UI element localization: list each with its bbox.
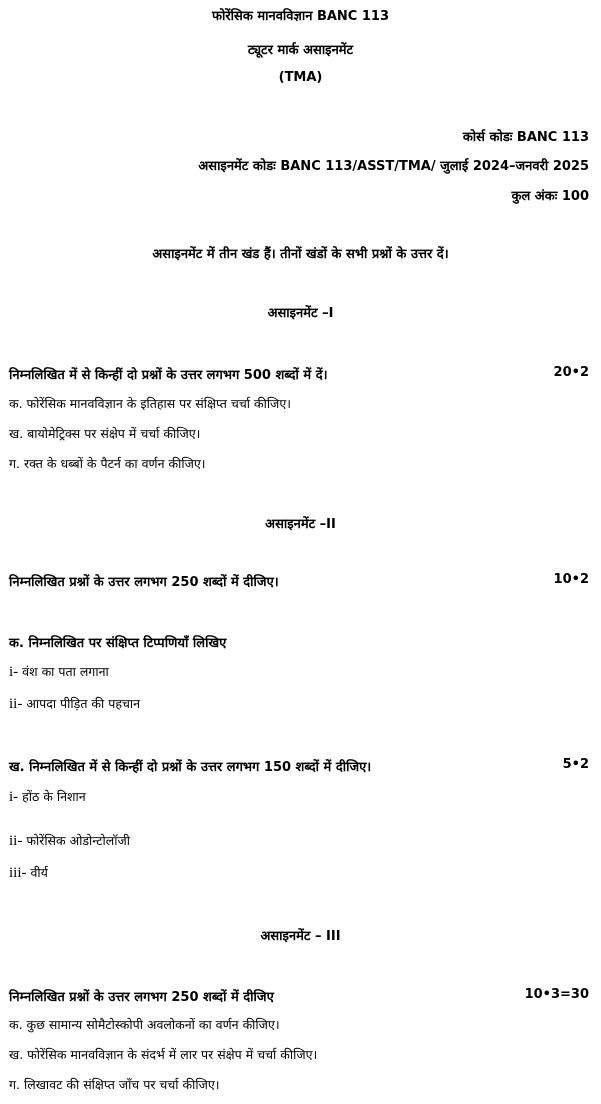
item-text: वंश का पता लगाना xyxy=(22,664,109,679)
document-subtitle: ट्यूटर मार्क असाइनमेंट xyxy=(247,43,354,58)
instruction-text: असाइनमेंट में तीन खंड हैं। तीनों खंडों के सभी प्रश्नों के उत्तर दें। xyxy=(152,247,449,262)
document-abbr: (TMA) xyxy=(278,70,323,85)
question-text: निम्नलिखित में से किन्हीं दो प्रश्नों के उत्तर लगभग 500 शब्दों में दें। xyxy=(9,368,328,383)
item-text: होंठ के निशान xyxy=(22,789,86,804)
question-marks: 5•2 xyxy=(562,757,589,772)
section-2-part-b-heading xyxy=(9,757,589,775)
list-item: ग. लिखावट की संक्षिप्त जाँच पर चर्चा कीजिए। xyxy=(9,1077,220,1092)
question-marks: 10•3=30 xyxy=(524,987,589,1002)
list-item xyxy=(9,864,48,882)
question-marks: 10•2 xyxy=(553,572,589,587)
section-2-question xyxy=(9,572,589,590)
list-item: ग. रक्त के धब्बों के पैटर्न का वर्णन कीजिए। xyxy=(9,456,206,471)
item-text: फोरेंसिक ओडोन्टोलॉजी xyxy=(26,833,130,848)
item-number: i- xyxy=(9,789,19,805)
section-3-question xyxy=(9,987,589,1005)
list-item xyxy=(9,663,109,681)
section-2-title: असाइनमेंट –II xyxy=(265,517,336,532)
question-text: ख. निम्नलिखित में से किन्हीं दो प्रश्नों के उत्तर लगभग 150 शब्दों में दीजिए। xyxy=(9,760,372,775)
list-item: ख. फोरेंसिक मानवविज्ञान के संदर्भ में लार पर संक्षेप में चर्चा कीजिए। xyxy=(9,1047,318,1062)
total-marks: कुल अंकः 100 xyxy=(511,189,589,204)
list-item: ख. बायोमेट्रिक्स पर संक्षेप में चर्चा कीजिए। xyxy=(9,426,201,441)
item-number: ii- xyxy=(9,833,23,849)
item-number: i- xyxy=(9,664,19,680)
document-title: फोरेंसिक मानवविज्ञान BANC 113 xyxy=(211,9,390,24)
question-text: निम्नलिखित प्रश्नों के उत्तर लगभग 250 शब्दों में दीजिए। xyxy=(9,575,279,590)
section-1-question xyxy=(9,365,589,383)
section-2-part-a-heading: क. निम्नलिखित पर संक्षिप्त टिप्पणियाँ लिखिए xyxy=(9,636,227,651)
item-text: वीर्य xyxy=(30,865,48,880)
list-item: क. फोरेंसिक मानवविज्ञान के इतिहास पर संक्षिप्त चर्चा कीजिए। xyxy=(9,396,291,411)
list-item xyxy=(9,695,140,713)
list-item: क. कुछ सामान्य सोमैटोस्कोपी अवलोकनों का वर्णन कीजिए। xyxy=(9,1017,280,1032)
course-code: कोर्स कोडः BANC 113 xyxy=(462,130,589,145)
question-marks: 20•2 xyxy=(553,365,589,380)
list-item xyxy=(9,788,86,806)
section-3-title: असाइनमेंट – III xyxy=(260,929,341,944)
assignment-code: असाइनमेंट कोडः BANC 113/ASST/TMA/ जुलाई 2024–जनवरी 2025 xyxy=(198,159,589,174)
item-number: ii- xyxy=(9,696,23,712)
list-item xyxy=(9,832,130,850)
item-number: iii- xyxy=(9,865,27,881)
item-text: आपदा पीड़ित की पहचान xyxy=(26,696,141,711)
question-text: निम्नलिखित प्रश्नों के उत्तर लगभग 250 शब्दों में दीजिए xyxy=(9,990,274,1005)
section-1-title: असाइनमेंट –I xyxy=(267,306,334,321)
